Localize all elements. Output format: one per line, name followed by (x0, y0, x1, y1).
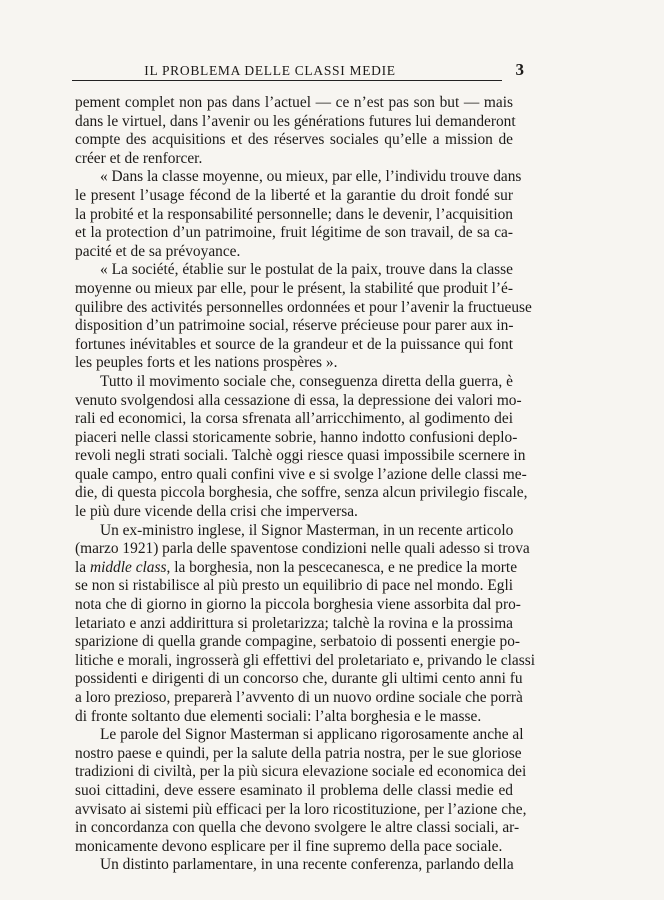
text-line: « Dans la classe moyenne, ou mieux, par elle, l’individu trouve dans (100, 168, 522, 186)
text-line: et la protection d’un patrimoine, fruit légitime de son travail, de sa ca- (75, 224, 513, 242)
text-line: moyenne ou mieux par elle, pour le présent, la stabilité que produit l’é- (75, 279, 513, 297)
text-line: dans le virtuel, dans l’avenir ou les générations futures lui demanderont (75, 112, 516, 130)
header-rule (72, 80, 502, 81)
text-line: sparizione di quella grande compagine, serbatoio di possenti energie po- (75, 633, 521, 651)
text-line: revoli negli strati sociali. Talchè oggi riesce quasi impossibile scernere in (75, 447, 526, 465)
text-line: pement complet non pas dans l’actuel — ce n’est pas son but — mais (75, 94, 513, 111)
text-line: créer et de renforcer. (75, 149, 203, 167)
text-line: compte des acquisitions et des réserves sociales qu’elle a mission de (75, 131, 513, 149)
text-line: possidenti e dirigenti di un concorso che, durante gli ultimi cento anni fu (75, 670, 523, 688)
text-line: Un ex-ministro inglese, il Signor Masterman, in un recente articolo (100, 521, 514, 539)
body-text (75, 94, 535, 875)
text-line: « La société, établie sur le postulat de la paix, trouve dans la classe (100, 261, 513, 279)
running-header (72, 60, 524, 82)
text-line: rali ed economici, la corsa sfrenata all’arricchimento, al godimento dei (75, 410, 513, 428)
text-line: Tutto il movimento sociale che, conseguenza diretta della guerra, è (100, 372, 513, 390)
text-line: la middle class, la borghesia, non la pescecanesca, e ne predice la morte (75, 558, 518, 576)
text-line: tradizioni di civiltà, per la più sicura elevazione sociale ed economica dei (75, 763, 527, 781)
text-line: a loro prezioso, preparerà l’avvento di un nuovo ordine sociale che porrà (75, 689, 523, 706)
text-line: la probité et la responsabilité personnelle; dans le devenir, l’acquisition (75, 205, 513, 223)
italic-phrase: middle class (89, 558, 167, 576)
text-line: suoi cittadini, deve essere esaminato il problema delle classi medie ed (75, 781, 513, 799)
text-line: in concordanza con quella che devono svolgere le altre classi sociali, ar- (75, 819, 520, 837)
text-line: Un distinto parlamentare, in una recente conferenza, parlando della (100, 856, 514, 874)
text-line: quilibre des activités personnelles ordonnées et pour l’avenir la fructueuse (75, 298, 532, 316)
text-line: nota che di giorno in giorno la piccola borghesia viene assorbita dal pro- (75, 596, 521, 614)
text-line: quale campo, entro quali confini vive e si svolge l’azione delle classi me- (75, 465, 527, 483)
text-line: le più dure vicende della crisi che imperversa. (75, 503, 358, 521)
text-line: se non si ristabilisce al più presto un equilibrio di pace nel mondo. Egli (75, 577, 513, 595)
text-line: venuto svolgendosi alla cessazione di essa, la depressione dei valori mo- (75, 391, 522, 409)
text-line: monicamente devono esplicare per il fine supremo della pace sociale. (75, 837, 503, 855)
header-title: IL PROBLEMA DELLE CLASSI MEDIE (144, 63, 396, 78)
text-line: fortunes inévitables et source de la grandeur et de la puissance qui font (75, 335, 513, 353)
text-line: die, di questa piccola borghesia, che soffre, senza alcun privilegio fiscale, (75, 484, 528, 502)
page-number: 3 (515, 60, 524, 79)
text-line: letariato e anzi addirittura si proletarizza; talchè la rovina e la prossima (75, 614, 513, 632)
text-line: les peuples forts et les nations prospères ». (75, 354, 338, 372)
text-line: nostro paese e quindi, per la salute della patria nostra, per le sue gloriose (75, 744, 522, 762)
text-line: disposition d’un patrimoine social, réserve précieuse pour parer aux in- (75, 317, 514, 335)
text-line: di fronte soltanto due elementi sociali: l’alta borghesia e le masse. (75, 707, 482, 725)
text-line: litiche e morali, ingrosserà gli effettivi del proletariato e, privando le classi (75, 651, 535, 669)
text-line: pacité et de sa prévoyance. (75, 242, 241, 260)
text-line: (marzo 1921) parla delle spaventose condizioni nelle quali adesso si trova (75, 540, 530, 558)
text-line: Le parole del Signor Masterman si applicano rigorosamente anche al (100, 726, 524, 744)
text-line: avvisato ai sistemi più efficaci per la loro ricostituzione, per l’azione che, (75, 800, 527, 818)
text-line: le present l’usage fécond de la liberté et la garantie du droit fondé sur (75, 186, 513, 204)
text-line: piaceri nelle classi storicamente sobrie, hanno indotto confusioni deplo- (75, 428, 518, 446)
